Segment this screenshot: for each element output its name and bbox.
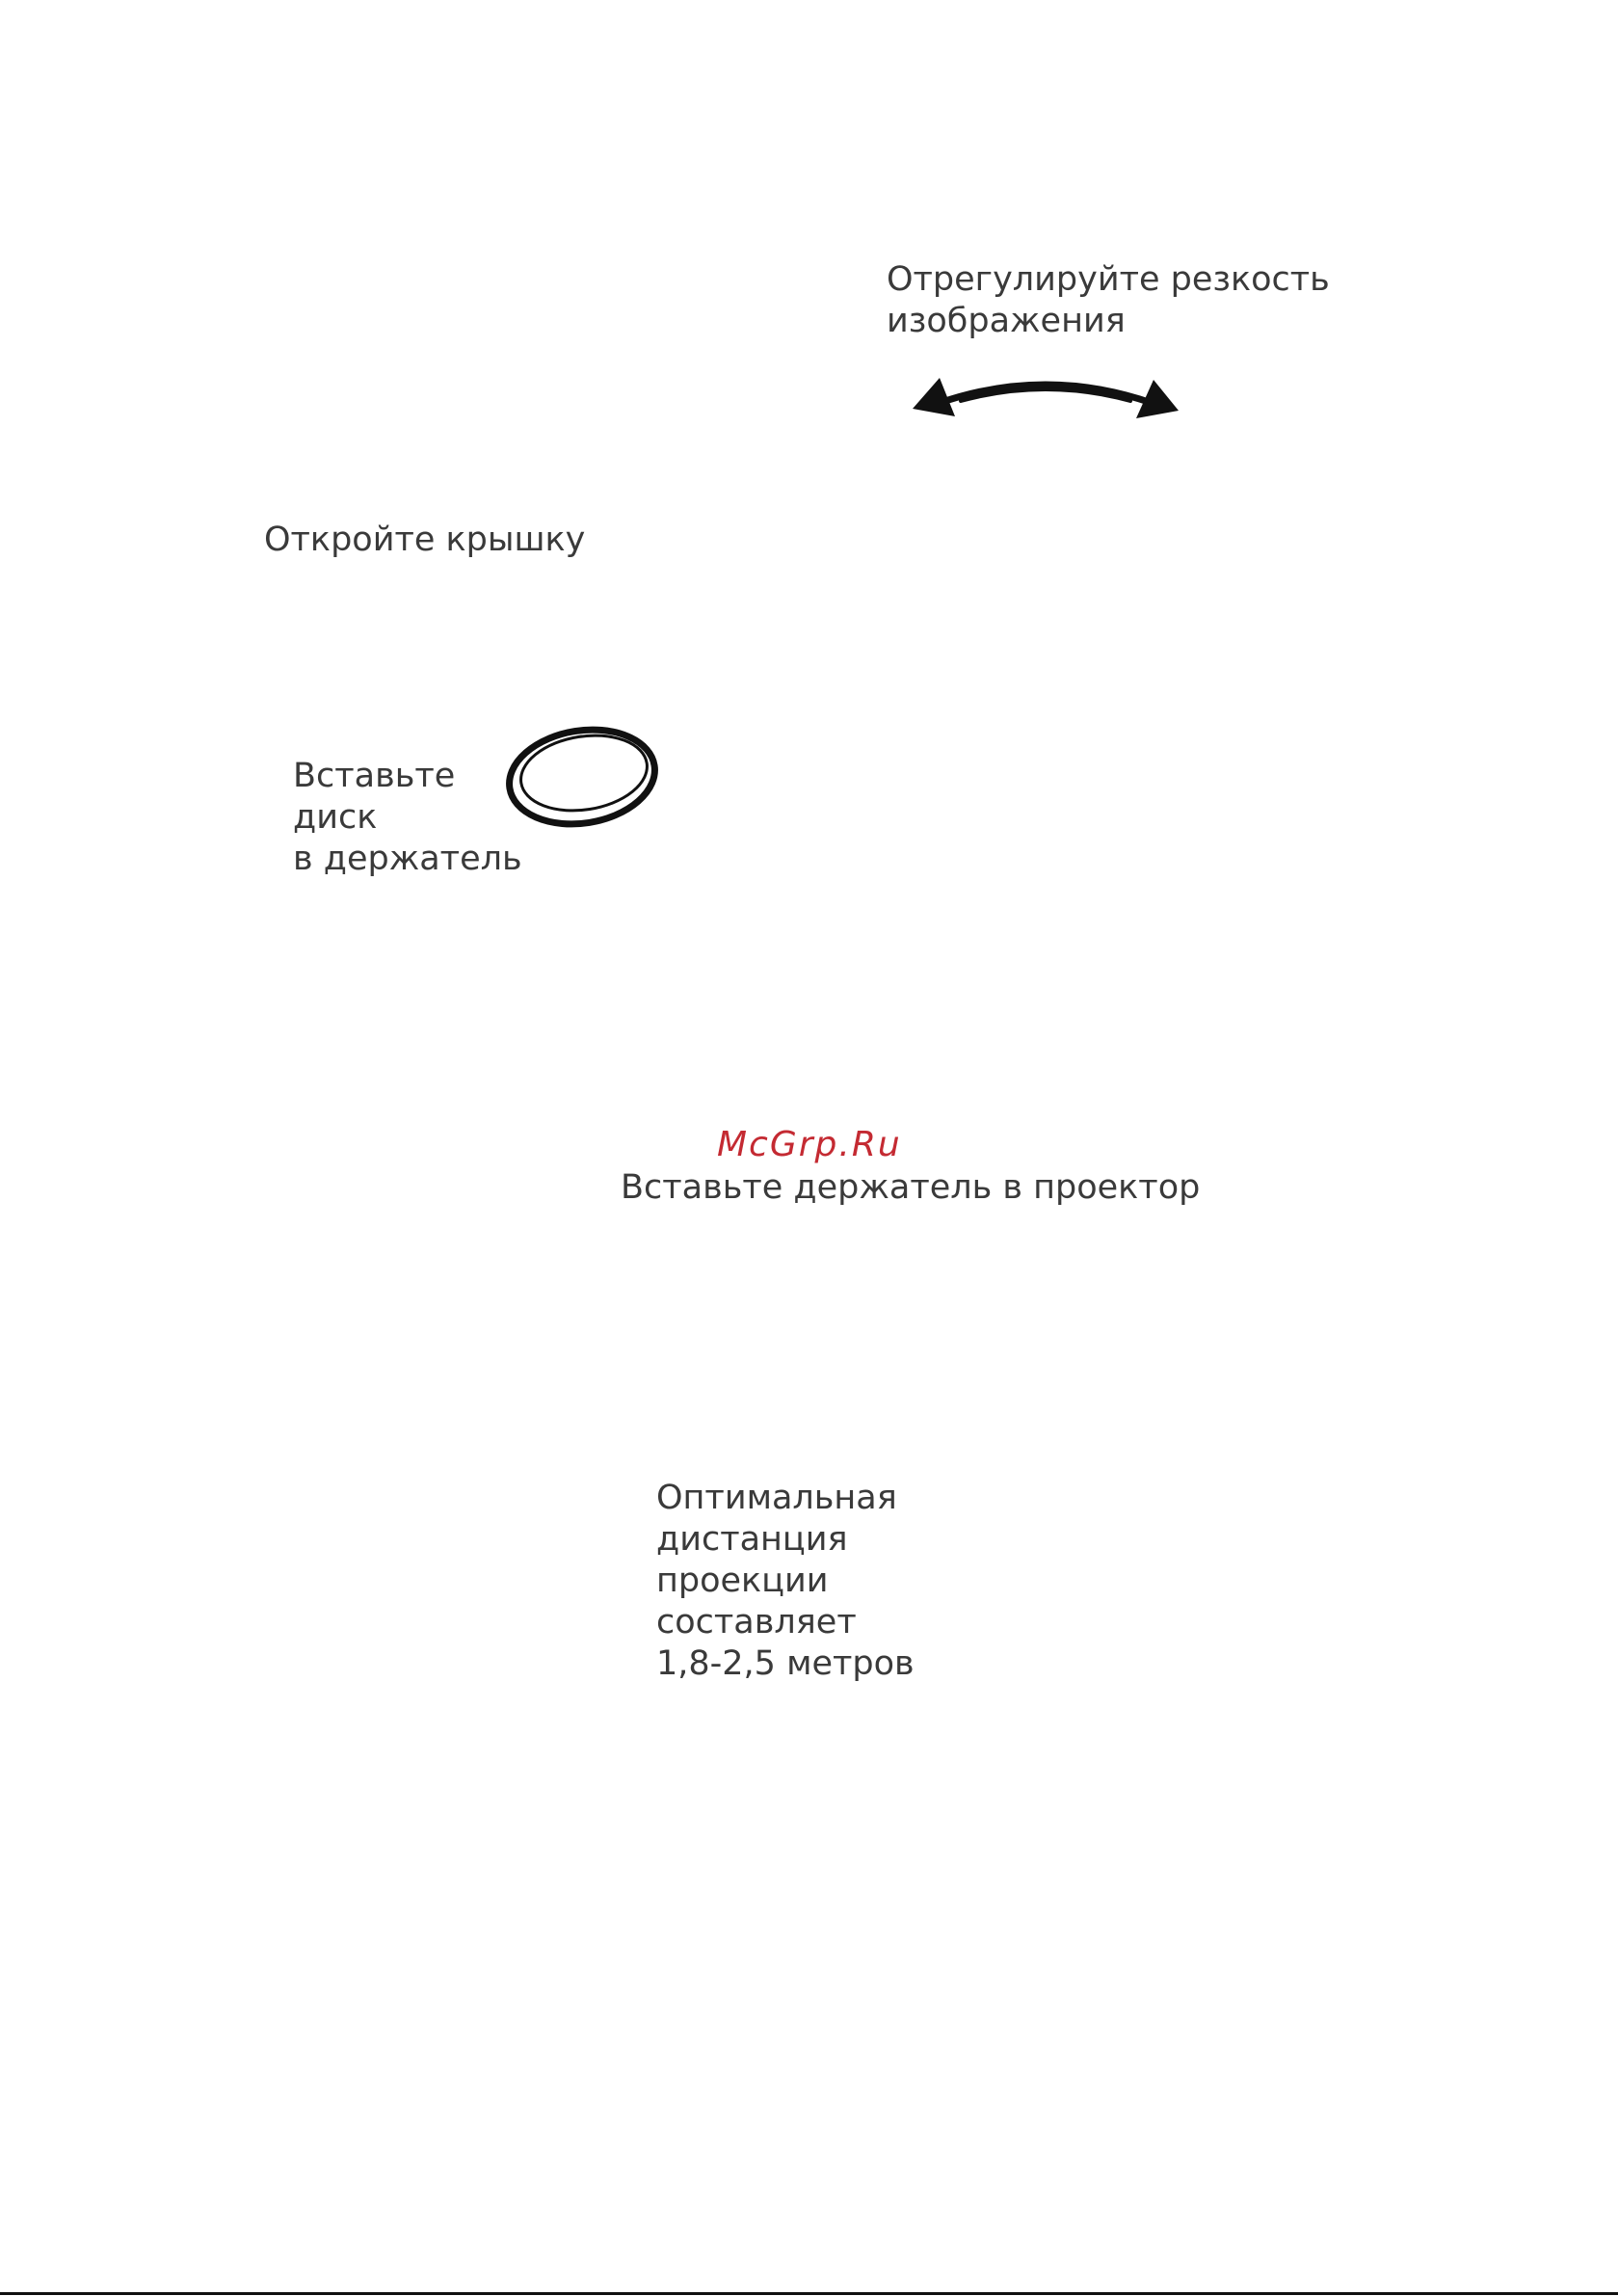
watermark: McGrp.Ru [717, 1125, 902, 1164]
distance-line-2: дистанция [656, 1520, 848, 1559]
focus-caption-line-2: изображения [887, 302, 1126, 340]
insert-holder-caption: Вставьте держатель в проектор [621, 1168, 1201, 1207]
disc-icon [503, 723, 661, 833]
focus-caption-line-1: Отрегулируйте резкость [887, 260, 1330, 299]
double-headed-curved-arrow-icon [911, 366, 1180, 434]
focus-adjust-caption [887, 259, 1330, 342]
open-lid-caption: Откройте крышку [264, 521, 586, 559]
insert-disc-line-3: в держатель [293, 840, 522, 878]
projection-distance-caption [656, 1478, 915, 1685]
distance-line-4: составляет [656, 1603, 857, 1642]
insert-disc-caption [293, 756, 522, 880]
insert-disc-line-2: диск [293, 798, 378, 837]
insert-disc-line-1: Вставьте [293, 757, 456, 795]
distance-line-3: проекции [656, 1562, 829, 1600]
distance-line-1: Оптимальная [656, 1479, 897, 1517]
distance-line-5: 1,8-2,5 метров [656, 1644, 915, 1683]
bottom-rule [0, 2292, 1618, 2295]
